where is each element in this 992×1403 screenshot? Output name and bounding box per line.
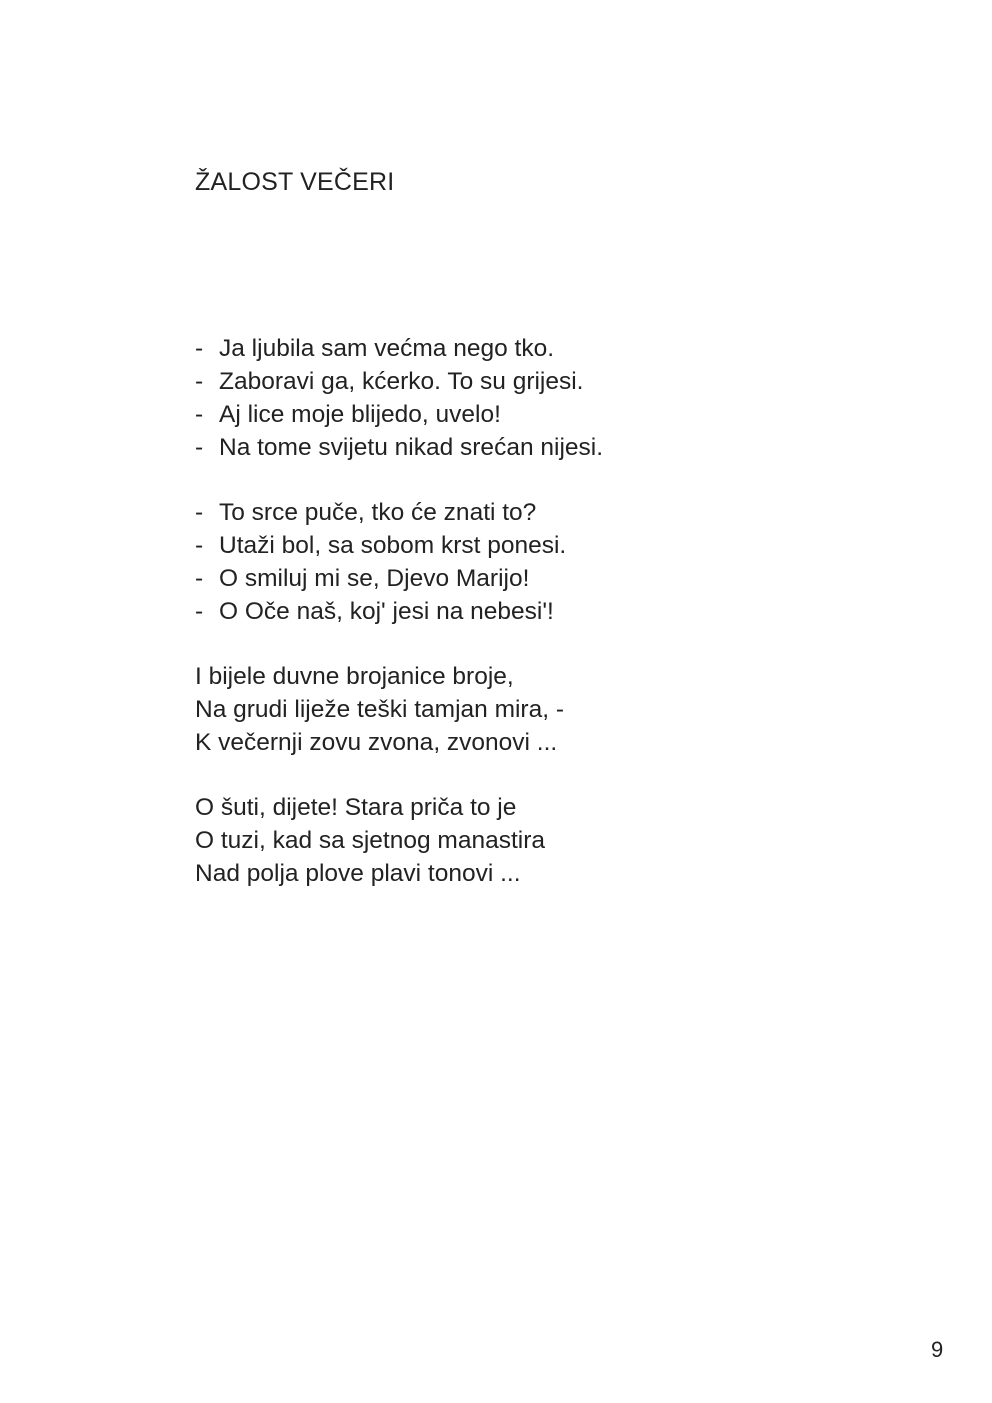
poem-line (195, 595, 566, 628)
poem-line: I bijele duvne brojanice broje, (195, 663, 514, 690)
poem-title: ŽALOST VEČERI (195, 168, 395, 196)
page-number: 9 (931, 1337, 944, 1362)
poem-line: O tuzi, kad sa sjetnog manastira (195, 827, 545, 854)
poem-line (195, 431, 603, 464)
line-text: Ja ljubila sam većma nego tko. (219, 335, 554, 362)
stanza (195, 660, 564, 759)
poem-line (195, 365, 603, 398)
dialogue-dash: - (195, 434, 204, 461)
line-text: Zaboravi ga, kćerko. To su grijesi. (219, 368, 584, 395)
poem-line (195, 562, 566, 595)
dialogue-dash: - (195, 598, 204, 625)
poem-line (195, 529, 566, 562)
line-text: Aj lice moje blijedo, uvelo! (219, 401, 501, 428)
stanza (195, 332, 603, 464)
line-text: Na tome svijetu nikad srećan nijesi. (219, 434, 604, 461)
line-text: To srce puče, tko će znati to? (219, 499, 537, 526)
stanza (195, 496, 566, 628)
line-text: Utaži bol, sa sobom krst ponesi. (219, 532, 567, 559)
dialogue-dash: - (195, 499, 204, 526)
dialogue-dash: - (195, 335, 204, 362)
line-text: O Oče naš, koj' jesi na nebesi'! (219, 598, 554, 625)
line-text: O smiluj mi se, Djevo Marijo! (219, 565, 530, 592)
dialogue-dash: - (195, 532, 204, 559)
poem-line: O šuti, dijete! Stara priča to je (195, 794, 517, 821)
poem-line (195, 496, 566, 529)
poem-line: K večernji zovu zvona, zvonovi ... (195, 729, 558, 756)
dialogue-dash: - (195, 401, 204, 428)
poem-line (195, 398, 603, 431)
poem-line: Nad polja plove plavi tonovi ... (195, 860, 521, 887)
stanza (195, 791, 545, 890)
poem-line (195, 332, 603, 365)
dialogue-dash: - (195, 368, 204, 395)
poem-line: Na grudi liježe teški tamjan mira, - (195, 696, 564, 723)
dialogue-dash: - (195, 565, 204, 592)
